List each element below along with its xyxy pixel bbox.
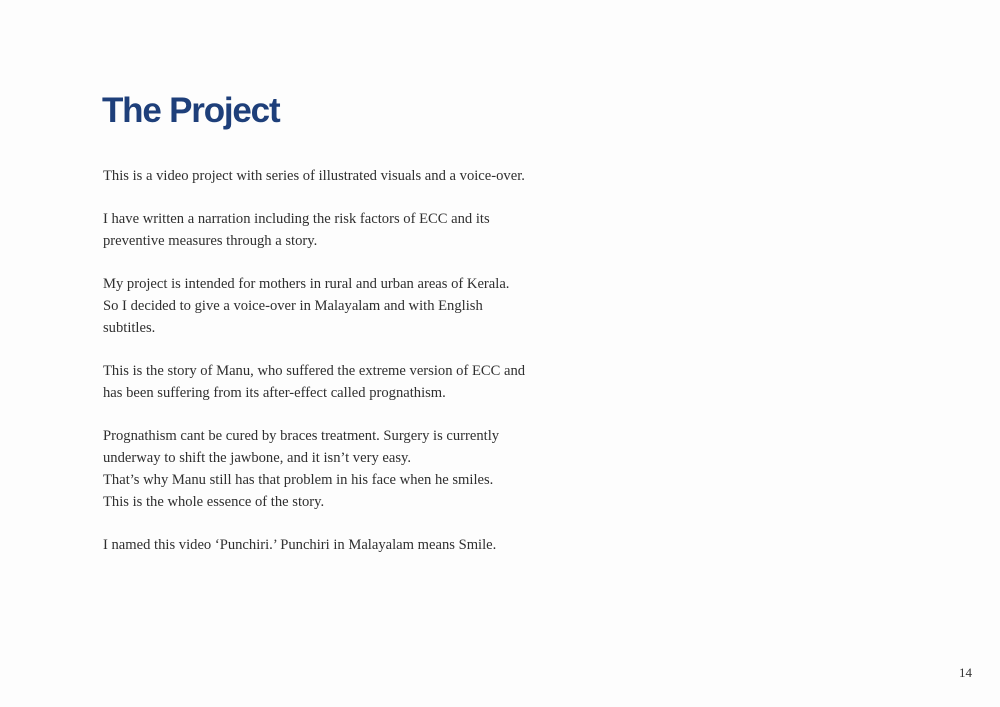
- paragraph-line: I named this video ‘Punchiri.’ Punchiri in Malayalam means Smile.: [103, 537, 497, 553]
- paragraph-prognathism: [103, 425, 583, 513]
- paragraph-intro: [103, 165, 583, 187]
- paragraph-line: Prognathism cant be cured by braces treatment. Surgery is currently: [103, 428, 500, 444]
- paragraph-line: So I decided to give a voice-over in Malayalam and with English: [103, 298, 483, 314]
- page-number: 14: [959, 665, 972, 680]
- paragraph-line: underway to shift the jawbone, and it isn’t very easy.: [103, 450, 412, 466]
- paragraph-line: I have written a narration including the risk factors of ECC and its: [103, 211, 490, 227]
- paragraph-line: subtitles.: [103, 320, 156, 336]
- paragraph-audience: [103, 273, 583, 339]
- paragraph-line: This is the story of Manu, who suffered the extreme version of ECC and: [103, 363, 526, 379]
- paragraph-line: preventive measures through a story.: [103, 233, 318, 249]
- body-text: [103, 165, 583, 577]
- paragraph-narration: [103, 208, 583, 252]
- paragraph-line: That’s why Manu still has that problem in his face when he smiles.: [103, 472, 494, 488]
- paragraph-line: This is a video project with series of illustrated visuals and a voice-over.: [103, 168, 525, 184]
- paragraph-title-meaning: [103, 534, 583, 556]
- paragraph-line: My project is intended for mothers in rural and urban areas of Kerala.: [103, 276, 510, 292]
- paragraph-line: has been suffering from its after-effect called prognathism.: [103, 385, 446, 401]
- page-title: The Project: [102, 91, 280, 130]
- paragraph-story: [103, 360, 583, 404]
- paragraph-line: This is the whole essence of the story.: [103, 494, 325, 510]
